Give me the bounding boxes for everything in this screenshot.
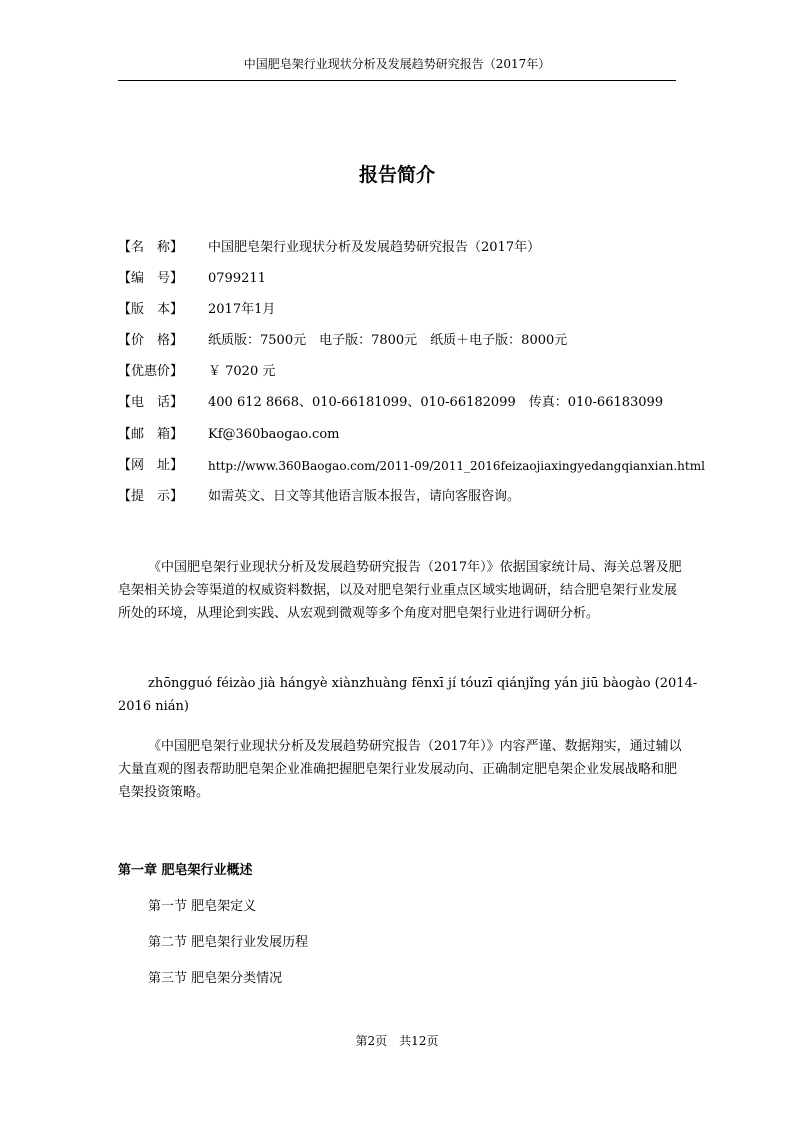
running-header: 中国肥皂架行业现状分析及发展趋势研究报告（2017年）	[243, 57, 551, 71]
header-divider	[118, 80, 676, 81]
toc-chapter: 第一章 肥皂架行业概述	[118, 863, 253, 878]
email-link[interactable]: Kf@360baogao.com	[208, 427, 340, 442]
info-value: 0799211	[208, 271, 266, 286]
info-label: 【版 本】	[118, 302, 184, 317]
pinyin-paragraph: zhōngguó féizào jià hángyè xiànzhuàng fēnxī jí tóuzī qiánjǐng yán jiū bàogào (2014-2016 nián)	[118, 676, 698, 714]
info-value: 400 612 8668、010-66181099、010-66182099 传真：010-66183099	[208, 395, 664, 410]
info-value: 纸质版：7500元 电子版：7800元 纸质＋电子版：8000元	[208, 333, 568, 348]
info-label: 【名 称】	[118, 240, 184, 255]
info-value: 如需英文、日文等其他语言版本报告，请向客服咨询。	[208, 489, 521, 504]
toc-section: 第一节 肥皂架定义	[148, 899, 257, 914]
info-label: 【提 示】	[118, 489, 184, 504]
info-label: 【优惠价】	[118, 364, 184, 379]
info-value: 2017年1月	[208, 302, 276, 317]
info-label: 【邮 箱】	[118, 427, 184, 442]
info-label: 【编 号】	[118, 271, 184, 286]
toc-section: 第二节 肥皂架行业发展历程	[148, 935, 309, 950]
info-label: 【价 格】	[118, 333, 184, 348]
info-label: 【网 址】	[118, 458, 184, 473]
summary-paragraph: 《中国肥皂架行业现状分析及发展趋势研究报告（2017年）》内容严谨、数据翔实，通过辅以大量直观的图表帮助肥皂架企业准确把握肥皂架行业发展动向、正确制定肥皂架企业发展战略和肥皂架投资策略。	[118, 739, 682, 800]
info-value: 中国肥皂架行业现状分析及发展趋势研究报告（2017年）	[208, 240, 541, 255]
website-link[interactable]: http://www.360Baogao.com/2011-09/2011_2016feizaojiaxingyedangqianxian.html	[208, 459, 705, 473]
intro-paragraph: 《中国肥皂架行业现状分析及发展趋势研究报告（2017年）》依据国家统计局、海关总署及肥皂架相关协会等渠道的权威资料数据，以及对肥皂架行业重点区域实地调研，结合肥皂架行业发展所处的环境，从理论到实践、从宏观到微观等多个角度对肥皂架行业进行调研分析。	[118, 560, 682, 621]
info-label: 【电 话】	[118, 395, 184, 410]
page-number: 第2页 共12页	[355, 1034, 439, 1048]
toc-section: 第三节 肥皂架分类情况	[148, 971, 283, 986]
page-title: 报告简介	[358, 164, 435, 186]
info-value: ￥ 7020 元	[208, 364, 276, 379]
